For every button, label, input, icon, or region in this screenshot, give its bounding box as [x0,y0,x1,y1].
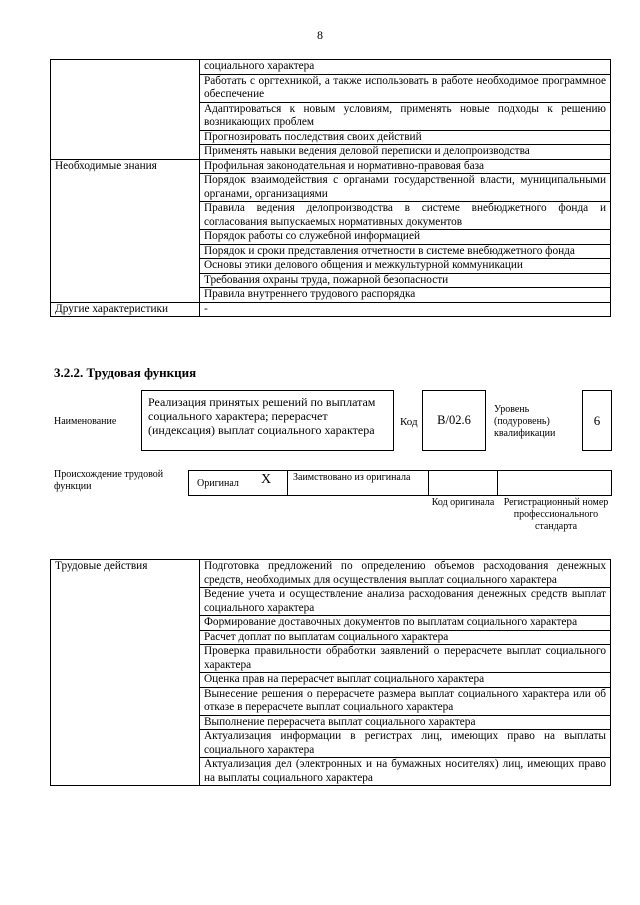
table-cell: Оценка прав на перерасчет выплат социального характера [200,673,611,688]
qualification-level-box: 6 [582,390,612,451]
row-label-cell: Другие характеристики [51,302,200,317]
table-row [51,560,611,588]
table-cell: Проверка правильности обработки заявлений о перерасчете выплат социального характера [200,645,611,673]
origin-row [188,470,612,496]
table-row [51,60,611,75]
table-cell: Адаптироваться к новым условиям, применять новые подходы к решению возникающих проблем [200,102,611,130]
origin-code-cell [428,470,498,496]
table-cell: - [200,302,611,317]
table-cell: Прогнозировать последствия своих действий [200,130,611,145]
table-cell: Применять навыки ведения деловой переписки и делопроизводства [200,145,611,160]
table-cell: Актуализация информации в регистрах лиц, имеющих право на выплаты социального характера [200,730,611,758]
code-caption: Код оригинала [431,497,495,508]
level-label: Уровень (подуровень) квалификации [494,404,556,439]
row-label-cell: Необходимые знания [51,159,200,302]
original-label: Оригинал [197,478,239,489]
origin-reg-cell [497,470,612,496]
row-label-cell: Трудовые действия [51,560,200,786]
table-cell: Профильная законодательная и нормативно-правовая база [200,159,611,174]
function-code-box: В/02.6 [422,390,486,451]
table-row [51,302,611,317]
code-label: Код [400,416,418,428]
table-cell: Ведение учета и осуществление анализа расходования денежных средств выплат социального характера [200,588,611,616]
table-cell: Порядок работы со служебной информацией [200,230,611,245]
table-row [51,159,611,174]
table-cell: Основы этики делового общения и межкультурной коммуникации [200,259,611,274]
table-cell: Актуализация дел (электронных и на бумажных носителях) лиц, имеющих право на выплаты социального характера [200,758,611,786]
labor-actions-table [50,559,611,786]
table-cell: Требования охраны труда, пожарной безопасности [200,273,611,288]
page-number: 8 [317,28,323,42]
row-label-cell [51,60,200,160]
table-cell: Формирование доставочных документов по выплатам социального характера [200,616,611,631]
table-cell: Выполнение перерасчета выплат социального характера [200,715,611,730]
original-mark: X [261,472,272,487]
table-cell: Порядок взаимодействия с органами государственной власти, муниципальными органами, организациями [200,174,611,202]
table-cell: Правила ведения делопроизводства в системе внебюджетного фонда и согласования выпускаемых нормативных документов [200,202,611,230]
table-cell: социального характера [200,60,611,75]
origin-label: Происхождение трудовой функции [54,469,164,492]
name-label: Наименование [54,416,117,427]
original-cell [188,470,288,496]
table-cell: Подготовка предложений по определению объемов расходования денежных средств, необходимых для осуществления выплат социального характера [200,560,611,588]
table-cell: Работать с оргтехникой, а также использовать в работе необходимое программное обеспечение [200,74,611,102]
section-title: 3.2.2. Трудовая функция [54,365,197,380]
function-name-box: Реализация принятых решений по выплатам социального характера; перерасчет (индексация) выплат социального характера [141,390,394,451]
table-cell: Расчет доплат по выплатам социального характера [200,630,611,645]
skills-knowledge-table [50,59,611,317]
table-cell: Порядок и сроки представления отчетности в системе внебюджетного фонда [200,244,611,259]
table-cell: Вынесение решения о перерасчете размера выплат социального характера или об отказе в перерасчете выплат социального характера [200,687,611,715]
reg-caption: Регистрационный номер профессионального стандарта [503,497,609,532]
borrowed-cell: Заимствовано из оригинала [287,470,429,496]
table-cell: Правила внутреннего трудового распорядка [200,288,611,303]
